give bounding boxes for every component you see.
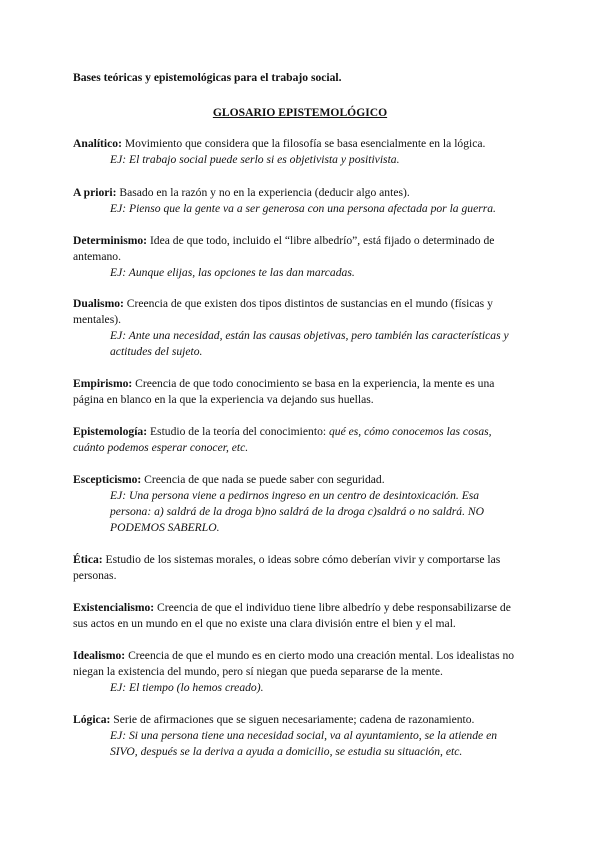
entry-term: Epistemología: xyxy=(73,425,148,438)
entry-definition-italic: qué es, cómo conocemos las cosas, cuánto podemos esperar conocer, etc. xyxy=(73,425,492,454)
entry-term: A priori: xyxy=(73,186,117,199)
entry-example: EJ: Aunque elijas, las opciones te las dan marcadas. xyxy=(110,266,355,279)
entry-example: EJ: El tiempo (lo hemos creado). xyxy=(110,681,264,694)
entry-term: Analítico: xyxy=(73,137,122,150)
entry-definition xyxy=(73,712,523,728)
entry-example: EJ: Si una persona tiene una necesidad social, va al ayuntamiento, se la atiende en SIVO, después se la deriva a ayuda a domicilio, se estudia su situación, etc. xyxy=(110,729,498,758)
entry-term: Dualismo: xyxy=(73,297,124,310)
entry-definition-text: Estudio de los sistemas morales, o ideas sobre cómo deberían vivir y comportarse las personas. xyxy=(73,553,501,582)
entry-example: EJ: Ante una necesidad, están las causas objetivas, pero también las características y actitudes del sujeto. xyxy=(110,329,509,358)
entry-definition-text: Estudio de la teoría del conocimiento: xyxy=(147,425,329,438)
entry-definition xyxy=(73,600,523,632)
entry-example: EJ: Pienso que la gente va a ser generosa con una persona afectada por la guerra. xyxy=(110,202,496,215)
entry-definition-text: Movimiento que considera que la filosofía se basa esencialmente en la lógica. xyxy=(121,137,486,150)
glossary-entry-dualismo xyxy=(73,296,523,360)
glossary-entry-determinismo xyxy=(73,233,523,281)
entry-term: Lógica: xyxy=(73,713,111,726)
entry-term: Ética: xyxy=(73,553,103,566)
entry-definition-text: Idea de que todo, incluido el “libre albedrío”, está fijado o determinado de antemano. xyxy=(73,234,495,263)
glossary-entry-a-priori xyxy=(73,185,523,217)
entry-definition xyxy=(73,552,523,584)
entry-definition xyxy=(73,296,523,328)
entry-definition xyxy=(73,233,523,265)
entry-definition-text: Basado en la razón y no en la experiencia (deducir algo antes). xyxy=(116,186,410,199)
glossary-entry-escepticismo xyxy=(73,472,523,536)
entry-definition xyxy=(73,424,523,456)
glossary-entry-etica xyxy=(73,552,523,584)
glossary-entry-empirismo xyxy=(73,376,523,408)
document-title: Bases teóricas y epistemológicas para el trabajo social. xyxy=(73,71,342,84)
entry-term: Empirismo: xyxy=(73,377,133,390)
entry-definition-text: Creencia de que nada se puede saber con seguridad. xyxy=(141,473,385,486)
entry-term: Determinismo: xyxy=(73,234,148,247)
entry-definition xyxy=(73,136,523,152)
glossary-entry-idealismo xyxy=(73,648,523,696)
entry-term: Idealismo: xyxy=(73,649,126,662)
entry-definition-text: Creencia de que todo conocimiento se basa en la experiencia, la mente es una página en blanco en la que la experiencia va dejando sus huellas. xyxy=(73,377,495,406)
entry-definition xyxy=(73,472,523,488)
entry-term: Existencialismo: xyxy=(73,601,155,614)
entry-definition xyxy=(73,185,523,201)
entry-example: EJ: Una persona viene a pedirnos ingreso en un centro de desintoxicación. Esa persona: a) saldrá de la droga b)no saldrá de la droga c)saldrá o no saldrá. NO PODEMOS SABERLO. xyxy=(110,489,485,534)
entry-definition xyxy=(73,648,523,680)
entry-definition-text: Creencia de que el individuo tiene libre albedrío y debe responsabilizarse de sus actos en un mundo en el que no existe una clara división entre el bien y el mal. xyxy=(73,601,511,630)
entry-definition-text: Creencia de que el mundo es en cierto modo una creación mental. Los idealistas no niegan la existencia del mundo, pero sí niegan que pueda separarse de la mente. xyxy=(73,649,515,678)
glossary-entry-analitico xyxy=(73,136,523,168)
entry-definition xyxy=(73,376,523,408)
glossary-entry-epistemologia xyxy=(73,424,523,456)
entry-term: Escepticismo: xyxy=(73,473,142,486)
glossary-entry-existencialismo xyxy=(73,600,523,632)
glossary-heading: GLOSARIO EPISTEMOLÓGICO xyxy=(212,106,388,119)
entry-definition-text: Creencia de que existen dos tipos distintos de sustancias en el mundo (físicas y mentales). xyxy=(73,297,493,326)
entry-definition-text: Serie de afirmaciones que se siguen necesariamente; cadena de razonamiento. xyxy=(110,713,475,726)
glossary-entry-logica xyxy=(73,712,523,760)
entry-example: EJ: El trabajo social puede serlo si es objetivista y positivista. xyxy=(110,153,400,166)
